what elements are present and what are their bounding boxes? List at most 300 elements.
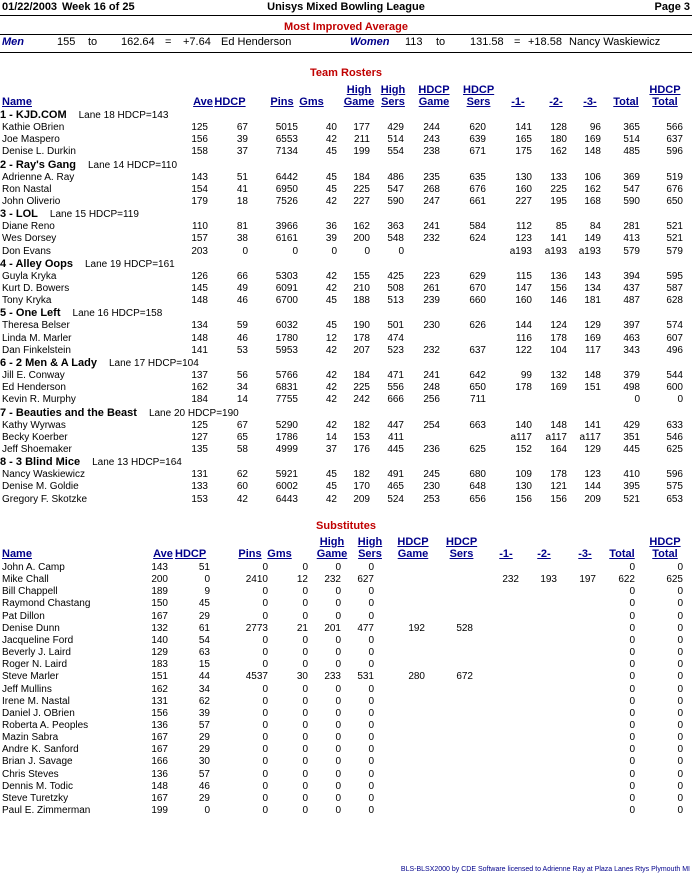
cell-g3: 129 — [584, 320, 601, 332]
cell-total: 0 — [629, 586, 635, 598]
report-date: 01/22/2003 — [2, 1, 58, 13]
cell-hdcp: 51 — [236, 171, 248, 183]
cell-hdcp: 59 — [236, 320, 248, 332]
cell-high-sers: 0 — [368, 792, 374, 804]
cell-total: 0 — [629, 695, 635, 707]
cell-ave: 183 — [151, 659, 168, 671]
cell-high-sers: 486 — [387, 171, 404, 183]
cell-high-game: 184 — [353, 171, 370, 183]
cell-g3: 149 — [584, 233, 601, 245]
cell-hdcp-total: 496 — [666, 344, 683, 356]
cell-high-game: 0 — [335, 562, 341, 573]
cell-g2: 169 — [550, 382, 567, 394]
cell-pins: 2773 — [245, 622, 268, 634]
cell-g1: a117 — [510, 431, 532, 443]
cell-g1: 227 — [515, 196, 532, 207]
table-row — [0, 696, 692, 708]
player-name: Jill E. Conway — [2, 370, 65, 381]
cell-hdcp-game: 261 — [423, 283, 440, 294]
cell-hdcp-sers: 671 — [469, 146, 486, 158]
cell-hdcp-total: 521 — [666, 221, 683, 233]
cell-total: 0 — [629, 598, 635, 610]
cell-hdcp-game: 238 — [423, 146, 440, 158]
player-name: John A. Camp — [2, 562, 65, 573]
cell-high-game: 178 — [353, 332, 370, 344]
cell-ave: 199 — [151, 805, 168, 816]
cell-hdcp: 0 — [204, 574, 210, 586]
cell-ave: 156 — [151, 707, 168, 719]
cell-g1: 99 — [520, 370, 532, 381]
cell-g2: a117 — [545, 431, 567, 443]
team-header — [0, 307, 162, 320]
cell-hdcp-total: 519 — [666, 171, 683, 183]
cell-g3: 197 — [579, 574, 596, 586]
cell-g3: 169 — [584, 332, 601, 344]
cell-high-game: 0 — [335, 683, 341, 695]
cell-total: 590 — [623, 196, 640, 207]
table-row — [0, 611, 692, 623]
cell-hdcp-total: 574 — [666, 320, 683, 332]
cell-hdcp: 67 — [236, 419, 248, 431]
cell-total: 0 — [629, 780, 635, 792]
cell-hdcp-sers: 629 — [469, 270, 486, 282]
cell-total: 514 — [623, 134, 640, 146]
team-name: 3 - LOL — [0, 208, 38, 221]
table-row — [0, 394, 692, 406]
cell-ave: 203 — [191, 245, 208, 257]
cell-high-game: 0 — [335, 732, 341, 744]
column-header-hdcp-sers: HDCP Sers — [463, 84, 495, 108]
column-header-hdcp-game: HDCP Game — [418, 84, 450, 108]
most-improved-rule-top — [0, 34, 692, 35]
cell-ave: 166 — [151, 756, 168, 768]
cell-gms: 0 — [302, 647, 308, 659]
cell-gms: 0 — [302, 586, 308, 598]
cell-hdcp-total: 653 — [666, 493, 683, 505]
cell-g3: a193 — [578, 245, 601, 257]
cell-hdcp: 46 — [198, 780, 210, 792]
team-header — [0, 159, 177, 172]
cell-high-sers: 0 — [368, 719, 374, 731]
cell-hdcp-sers: 648 — [469, 481, 486, 493]
cell-high-sers: 0 — [368, 780, 374, 792]
substitutes-title: Substitutes — [316, 520, 376, 532]
table-row — [0, 246, 692, 258]
cell-hdcp-sers: 660 — [469, 295, 486, 307]
cell-total: 485 — [623, 146, 640, 158]
software-footer: BLS-BLSX2000 by CDE Software licensed to Adrienne Ray at Plaza Lanes Rtys Plymouth MI — [400, 866, 690, 873]
most-improved-title: Most Improved Average — [284, 21, 408, 33]
cell-high-sers: 0 — [368, 732, 374, 744]
cell-hdcp: 0 — [242, 245, 248, 257]
cell-high-sers: 411 — [388, 431, 404, 443]
cell-high-sers: 0 — [368, 598, 374, 610]
men-to-word: to — [88, 36, 98, 48]
cell-hdcp-total: 0 — [677, 756, 683, 768]
women-name: Nancy Waskiewicz — [569, 36, 661, 48]
cell-hdcp: 29 — [198, 792, 210, 804]
cell-ave: 156 — [191, 134, 208, 146]
player-name: Denise M. Goldie — [2, 481, 79, 493]
cell-gms: 36 — [325, 221, 337, 233]
cell-g2: 121 — [550, 481, 567, 493]
player-name: Daniel J. OBrien — [2, 707, 75, 719]
cell-hdcp: 81 — [236, 221, 248, 233]
cell-gms: 0 — [331, 245, 337, 257]
cell-high-sers: 491 — [387, 469, 404, 481]
cell-hdcp-sers: 656 — [469, 493, 486, 505]
men-eq: = — [165, 36, 172, 48]
table-row — [0, 271, 692, 283]
cell-hdcp: 39 — [198, 707, 210, 719]
cell-total: 547 — [623, 183, 640, 195]
cell-ave: 158 — [191, 146, 208, 158]
cell-hdcp-sers: 672 — [456, 671, 473, 683]
cell-g2: 162 — [550, 146, 567, 158]
cell-g1: 147 — [515, 283, 532, 294]
cell-hdcp: 62 — [236, 469, 248, 481]
cell-g3: 129 — [584, 444, 601, 455]
cell-ave: 162 — [151, 683, 168, 695]
cell-hdcp-sers: 637 — [469, 344, 486, 356]
cell-hdcp-sers: 642 — [469, 370, 486, 381]
cell-high-sers: 447 — [387, 419, 404, 431]
cell-gms: 0 — [302, 756, 308, 768]
column-header-ave: Ave — [193, 96, 213, 108]
table-row — [0, 732, 692, 744]
cell-gms: 0 — [302, 598, 308, 610]
cell-hdcp-sers: 639 — [469, 134, 486, 146]
player-name: Jeff Mullins — [2, 683, 52, 695]
cell-pins: 2410 — [245, 574, 268, 586]
cell-total: 437 — [623, 283, 640, 294]
cell-hdcp-game: 232 — [423, 344, 440, 356]
team-header — [0, 258, 175, 271]
men-name: Ed Henderson — [221, 36, 292, 48]
cell-pins: 5015 — [275, 122, 298, 133]
cell-g1: 115 — [516, 270, 532, 282]
table-row — [0, 781, 692, 793]
cell-gms: 45 — [325, 171, 337, 183]
player-name: Bill Chappell — [2, 586, 58, 598]
column-header-name: Name — [2, 548, 32, 560]
cell-high-game: 199 — [353, 146, 370, 158]
cell-gms: 0 — [302, 780, 308, 792]
cell-ave: 153 — [191, 493, 208, 505]
cell-ave: 143 — [191, 171, 208, 183]
table-row — [0, 370, 692, 382]
player-name: Dan Finkelstein — [2, 344, 71, 356]
cell-high-game: 0 — [335, 659, 341, 671]
column-header-total: Total — [609, 548, 635, 560]
cell-pins: 5290 — [275, 419, 298, 431]
team-rosters-title: Team Rosters — [310, 67, 382, 79]
cell-hdcp-total: 650 — [666, 196, 683, 207]
cell-hdcp-game: 230 — [423, 481, 440, 493]
cell-ave: 179 — [191, 196, 208, 207]
cell-g1: a193 — [509, 245, 532, 257]
cell-g1: 130 — [515, 171, 532, 183]
team-lane-hdcp: Lane 15 HDCP=119 — [49, 209, 139, 221]
cell-total: 429 — [623, 419, 640, 431]
cell-pins: 6831 — [275, 382, 298, 394]
league-name: Unisys Mixed Bowling League — [267, 1, 425, 13]
cell-pins: 5953 — [275, 344, 298, 356]
cell-g2: 133 — [550, 171, 567, 183]
cell-pins: 6161 — [275, 233, 298, 245]
cell-high-game: 211 — [354, 134, 370, 146]
cell-total: 413 — [623, 233, 640, 245]
cell-hdcp: 29 — [198, 732, 210, 744]
cell-gms: 12 — [296, 574, 308, 586]
cell-total: 395 — [623, 481, 640, 493]
cell-hdcp: 37 — [236, 146, 248, 158]
cell-hdcp-total: 0 — [677, 586, 683, 598]
cell-pins: 0 — [262, 659, 268, 671]
cell-g3: 143 — [584, 270, 601, 282]
team-name: 6 - 2 Men & A Lady — [0, 357, 97, 369]
cell-pins: 0 — [262, 610, 268, 622]
team-name: 5 - One Left — [0, 307, 61, 320]
cell-pins: 0 — [262, 562, 268, 573]
cell-gms: 45 — [325, 481, 337, 493]
cell-pins: 5766 — [275, 370, 298, 381]
cell-ave: 145 — [191, 283, 208, 294]
cell-high-game: 190 — [353, 320, 370, 332]
cell-hdcp-total: 595 — [666, 270, 683, 282]
cell-pins: 0 — [262, 647, 268, 659]
cell-gms: 30 — [296, 671, 308, 683]
cell-hdcp-total: 587 — [666, 283, 683, 294]
cell-total: 369 — [623, 171, 640, 183]
cell-high-sers: 465 — [387, 481, 404, 493]
cell-high-game: 0 — [335, 598, 341, 610]
cell-g1: 232 — [502, 574, 519, 586]
cell-high-game: 182 — [353, 469, 370, 481]
cell-ave: 189 — [151, 586, 168, 598]
cell-ave: 136 — [151, 719, 168, 731]
table-row — [0, 146, 692, 158]
cell-g2: 124 — [550, 320, 567, 332]
cell-high-game: 153 — [353, 431, 370, 443]
cell-hdcp: 38 — [236, 233, 248, 245]
cell-high-sers: 666 — [387, 394, 404, 406]
cell-total: 0 — [629, 792, 635, 804]
cell-total: 445 — [623, 444, 640, 455]
cell-high-sers: 0 — [368, 659, 374, 671]
table-row — [0, 623, 692, 635]
cell-hdcp: 45 — [198, 598, 210, 610]
cell-pins: 0 — [262, 780, 268, 792]
cell-hdcp-total: 0 — [677, 792, 683, 804]
cell-pins: 0 — [262, 695, 268, 707]
cell-high-game: 177 — [353, 122, 370, 133]
cell-hdcp-total: 637 — [666, 134, 683, 146]
cell-hdcp-sers: 663 — [469, 419, 486, 431]
cell-g2: 195 — [550, 196, 567, 207]
table-row — [0, 481, 692, 493]
player-name: Pat Dillon — [2, 610, 45, 622]
cell-gms: 42 — [325, 419, 337, 431]
cell-hdcp: 18 — [236, 196, 248, 207]
cell-g1: 140 — [515, 419, 532, 431]
cell-high-game: 210 — [353, 283, 370, 294]
cell-high-game: 184 — [353, 370, 370, 381]
cell-hdcp: 60 — [236, 481, 248, 493]
cell-ave: 136 — [151, 768, 168, 780]
cell-hdcp: 15 — [198, 659, 210, 671]
cell-ave: 167 — [151, 792, 168, 804]
cell-hdcp-total: 0 — [677, 598, 683, 610]
column-header-pins: Pins — [270, 96, 294, 108]
cell-g2: 85 — [555, 221, 567, 233]
cell-hdcp: 46 — [236, 332, 248, 344]
cell-high-sers: 471 — [387, 370, 404, 381]
cell-total: 0 — [629, 562, 635, 573]
cell-pins: 4999 — [275, 444, 298, 455]
table-row — [0, 122, 692, 134]
team-lane-hdcp: Lane 18 HDCP=143 — [78, 110, 169, 121]
cell-high-sers: 0 — [368, 586, 374, 598]
cell-pins: 0 — [262, 732, 268, 744]
cell-hdcp-total: 0 — [677, 744, 683, 756]
table-row — [0, 469, 692, 481]
cell-hdcp-game: 239 — [423, 295, 440, 307]
player-name: Jacqueline Ford — [2, 634, 74, 646]
cell-high-sers: 523 — [387, 344, 404, 356]
cell-high-sers: 0 — [368, 768, 374, 780]
cell-pins: 0 — [262, 634, 268, 646]
cell-total: 0 — [629, 634, 635, 646]
cell-high-game: 200 — [353, 233, 370, 245]
cell-g1: 130 — [515, 481, 532, 493]
cell-high-sers: 627 — [357, 574, 374, 586]
cell-g2: 132 — [550, 370, 567, 381]
table-row — [0, 420, 692, 432]
cell-hdcp-game: 253 — [423, 493, 440, 505]
table-row — [0, 586, 692, 598]
column-header-gms: Gms — [299, 96, 324, 108]
team-lane-hdcp: Lane 19 HDCP=161 — [84, 258, 175, 270]
cell-g3: 151 — [584, 382, 601, 394]
table-row — [0, 769, 692, 781]
cell-pins: 6442 — [275, 171, 298, 183]
cell-hdcp-game: 245 — [423, 469, 440, 481]
cell-high-game: 242 — [353, 394, 370, 406]
cell-hdcp-total: 0 — [677, 732, 683, 744]
cell-high-sers: 445 — [387, 444, 404, 455]
table-row — [0, 295, 692, 307]
cell-gms: 42 — [325, 196, 337, 207]
table-row — [0, 598, 692, 610]
cell-high-game: 0 — [335, 744, 341, 756]
cell-pins: 0 — [262, 719, 268, 731]
cell-hdcp-game: 241 — [423, 221, 440, 233]
cell-high-sers: 556 — [387, 382, 404, 394]
cell-gms: 42 — [325, 382, 337, 394]
table-row — [0, 659, 692, 671]
table-row — [0, 172, 692, 184]
cell-hdcp: 51 — [198, 562, 210, 573]
cell-g3: 148 — [584, 370, 601, 381]
cell-hdcp-total: 575 — [666, 481, 683, 493]
cell-high-sers: 474 — [387, 332, 404, 344]
cell-high-sers: 0 — [368, 744, 374, 756]
cell-ave: 140 — [151, 634, 168, 646]
player-name: Beverly J. Laird — [2, 647, 71, 659]
player-name: Becky Koerber — [2, 431, 68, 443]
cell-high-game: 0 — [335, 756, 341, 768]
player-name: Kevin R. Murphy — [2, 394, 76, 406]
cell-gms: 42 — [325, 344, 337, 356]
cell-gms: 42 — [325, 283, 337, 294]
team-header — [0, 109, 168, 122]
player-name: Mike Chall — [2, 574, 49, 586]
cell-pins: 0 — [262, 805, 268, 816]
cell-ave: 132 — [151, 622, 168, 634]
cell-hdcp-total: 546 — [666, 431, 683, 443]
cell-total: 0 — [629, 744, 635, 756]
cell-total: 487 — [623, 295, 640, 307]
column-header-g2: -2- — [549, 96, 563, 108]
cell-pins: 0 — [262, 756, 268, 768]
cell-pins: 0 — [262, 744, 268, 756]
cell-total: 0 — [629, 671, 635, 683]
cell-g1: 116 — [516, 332, 532, 344]
cell-hdcp: 14 — [236, 394, 248, 406]
cell-hdcp-sers: 661 — [469, 196, 486, 207]
cell-ave: 127 — [191, 431, 208, 443]
cell-total: 622 — [618, 574, 635, 586]
team-lane-hdcp: Lane 20 HDCP=190 — [148, 407, 239, 419]
team-lane-hdcp: Lane 13 HDCP=164 — [92, 457, 182, 469]
most-improved-rule-bottom — [0, 52, 692, 53]
cell-gms: 39 — [325, 233, 337, 245]
player-name: Ed Henderson — [2, 382, 66, 394]
cell-ave: 200 — [151, 574, 168, 586]
cell-high-game: 0 — [335, 610, 341, 622]
cell-high-sers: 501 — [387, 320, 404, 332]
cell-hdcp-sers: 620 — [469, 122, 486, 133]
cell-hdcp-total: 0 — [677, 622, 683, 634]
team-name: 7 - Beauties and the Beast — [0, 406, 137, 419]
cell-g3: 162 — [584, 183, 601, 195]
cell-high-game: 0 — [335, 792, 341, 804]
cell-hdcp-total: 596 — [666, 146, 683, 158]
cell-gms: 42 — [325, 493, 337, 505]
player-name: Paul E. Zimmerman — [2, 805, 91, 816]
cell-g3: 141 — [584, 419, 601, 431]
cell-high-game: 232 — [324, 574, 341, 586]
column-header-hdcp-total: HDCP Total — [649, 536, 681, 560]
player-name: Gregory F. Skotzke — [2, 493, 88, 505]
cell-ave: 167 — [151, 732, 168, 744]
cell-ave: 134 — [191, 320, 208, 332]
cell-pins: 6002 — [275, 481, 298, 493]
cell-gms: 40 — [325, 122, 337, 133]
team-lane-hdcp: Lane 17 HDCP=104 — [108, 358, 199, 369]
cell-gms: 42 — [325, 394, 337, 406]
cell-g3: 134 — [584, 283, 601, 294]
cell-hdcp-sers: 528 — [456, 622, 473, 634]
cell-hdcp-total: 0 — [677, 805, 683, 816]
column-header-hdcp-game: HDCP Game — [397, 536, 429, 560]
cell-high-sers: 0 — [368, 756, 374, 768]
cell-g2: 164 — [550, 444, 567, 455]
cell-ave: 150 — [151, 598, 168, 610]
women-label: Women — [350, 36, 390, 48]
cell-g1: 109 — [515, 469, 532, 481]
